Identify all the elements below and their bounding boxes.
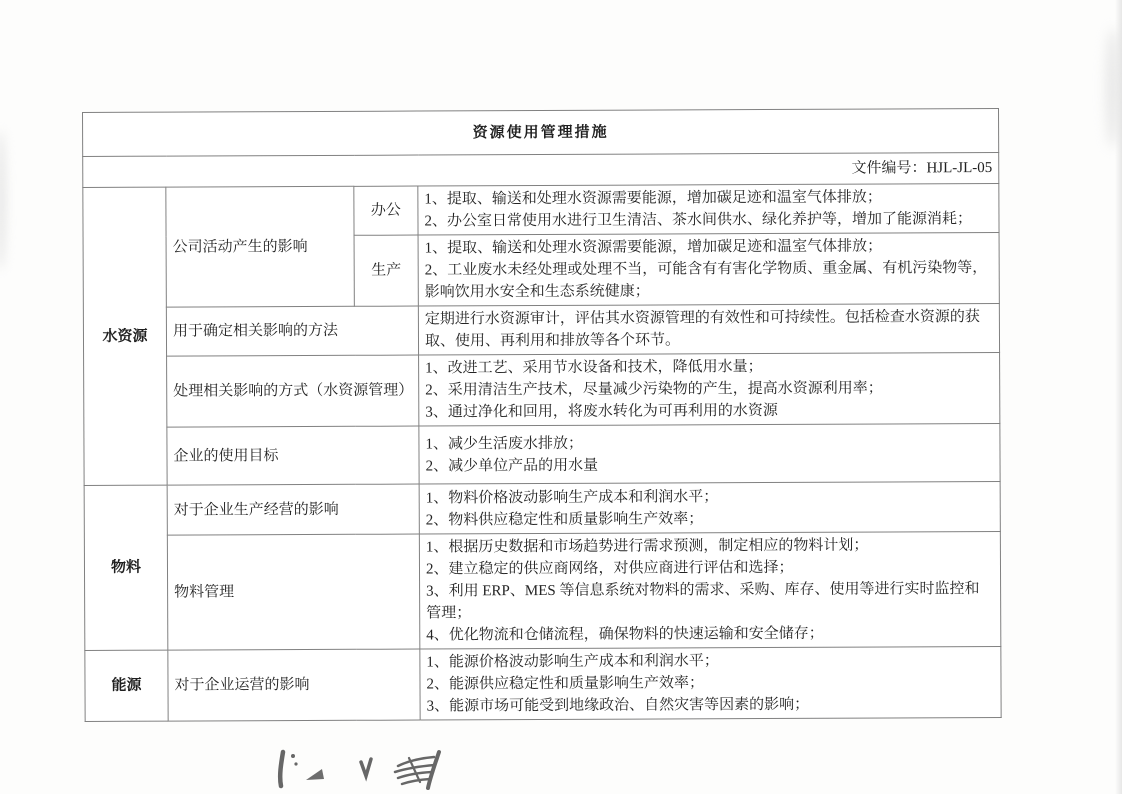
content-line: 1、能源价格波动影响生产成本和利润水平； [426,653,719,671]
table-row [84,481,1000,535]
content-line: 2、物料供应稳定性和质量影响生产效率； [425,510,704,529]
content-line: 1、减少生活废水排放； [425,435,584,453]
category-materials: 物料 [84,485,168,650]
content-line: 1、改进工艺、采用节水设备和技术，降低用水量； [425,359,763,377]
cell-content [420,646,1001,720]
table-row [84,531,1001,650]
cell-content [419,423,1000,484]
content-line: 1、提取、输送和处理水资源需要能源，增加碳足迹和温室气体排放； [424,189,882,208]
table-row [83,303,999,356]
content-line: 3、利用 ERP、MES 等信息系统对物料的需求、采购、库存、使用等进行实时监控和管理； [426,581,980,622]
content-line: 2、采用清洁生产技术，尽量减少污染物的产生，提高水资源利用率； [425,380,883,399]
scan-smudge [0,130,6,270]
content-line: 2、办公室日常使用水进行卫生清洁、茶水间供水、绿化养护等，增加了能源消耗； [424,211,973,230]
category-water: 水资源 [83,187,167,485]
cell-content [419,481,1000,534]
content-line: 4、优化物流和仓储流程，确保物料的快速运输和安全储存； [426,625,824,644]
row-label-usage-target: 企业的使用目标 [167,426,419,485]
content-line: 1、物料价格波动影响生产成本和利润水平； [425,488,719,507]
resource-management-table [82,108,1001,722]
cell-content [419,531,1001,649]
table-row [84,352,1000,427]
content-line: 定期进行水资源审计，评估其水资源管理的有效性和可持续性。包括检查水资源的获取、使用、再利用和排放等各个环节。 [424,309,980,350]
file-number: 文件编号：HJL-JL-05 [83,153,999,188]
cell-content [418,184,999,236]
content-line: 1、根据历史数据和市场趋势进行需求预测，制定相应的物料计划； [425,537,869,556]
cell-content [418,232,999,306]
handwriting-marks [268,746,458,794]
category-energy: 能源 [85,650,168,721]
row-label-operation-impact: 对于企业运营的影响 [168,649,420,721]
content-line: 2、能源供应稳定性和质量影响生产效率； [426,675,705,693]
table-row [83,184,999,237]
row-label-handling-method: 处理相关影响的方式（水资源管理） [167,355,419,427]
content-line: 1、提取、输送和处理水资源需要能源，增加碳足迹和温室气体排放； [424,238,883,257]
content-line: 2、减少单位产品的用水量 [425,457,599,475]
row-label-production-operation-impact: 对于企业生产经营的影响 [167,484,419,535]
table-row [85,646,1001,721]
content-line: 3、通过净化和回用，将废水转化为可再利用的水资源 [425,402,778,421]
row-label-method-determine-impact: 用于确定相关影响的方法 [166,306,418,356]
row-label-material-management: 物料管理 [167,534,419,650]
row-label-company-activity-impact: 公司活动产生的影响 [166,186,355,307]
content-line: 3、能源市场可能受到地缘政治、自然灾害等因素的影响； [426,696,810,715]
document-title: 资源使用管理措施 [83,109,999,157]
cell-content [419,352,1000,426]
content-line: 2、工业废水未经处理或处理不当，可能含有有害化学物质、重金属、有机污染物等，影响饮用水安全和生态系统健康； [424,260,988,301]
cell-content [418,303,999,355]
content-line: 2、建立稳定的供应商网络，对供应商进行评估和选择； [425,559,794,578]
sub-label-office: 办公 [354,186,418,235]
sub-label-production: 生产 [354,235,418,306]
scan-smudge [1106,28,1120,148]
table-row [84,423,1000,485]
